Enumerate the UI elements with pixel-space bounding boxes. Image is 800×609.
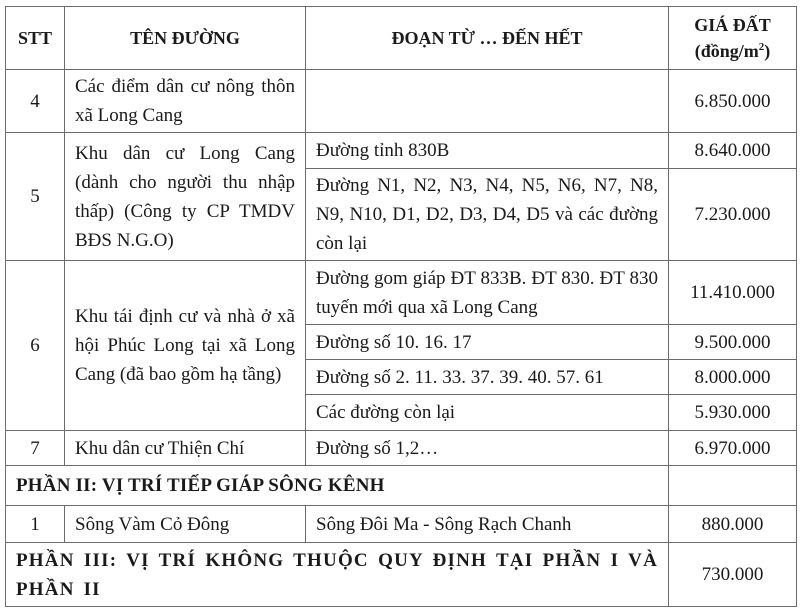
segment-cell: Đường gom giáp ĐT 833B. ĐT 830. ĐT 830 tuyến mới qua xã Long Cang [306, 261, 669, 325]
road-name-cell: Các điểm dân cư nông thôn xã Long Cang [65, 70, 306, 133]
price-cell: 730.000 [669, 543, 797, 607]
segment-cell: Sông Đôi Ma - Sông Rạch Chanh [306, 506, 669, 543]
price-cell: 5.930.000 [669, 395, 797, 431]
segment-cell: Các đường còn lại [306, 395, 669, 431]
segment-cell: Đường N1, N2, N3, N4, N5, N6, N7, N8, N9, N10, D1, D2, D3, D4, D5 và các đường còn lại [306, 169, 669, 261]
segment-cell: Đường số 1,2… [306, 431, 669, 466]
stt-cell: 6 [6, 261, 65, 431]
unit-suffix: ) [764, 41, 771, 61]
header-row [6, 7, 797, 70]
price-cell: 11.410.000 [669, 261, 797, 325]
header-gia-dat [669, 7, 797, 70]
segment-cell: Đường số 2. 11. 33. 37. 39. 40. 57. 61 [306, 360, 669, 395]
price-cell: 8.640.000 [669, 133, 797, 169]
table-row [6, 506, 797, 543]
price-cell: 6.970.000 [669, 431, 797, 466]
table-row [6, 431, 797, 466]
price-cell: 880.000 [669, 506, 797, 543]
price-cell: 6.850.000 [669, 70, 797, 133]
land-price-table [5, 6, 797, 607]
segment-cell: Đường số 10. 16. 17 [306, 325, 669, 360]
unit-superscript: 2 [758, 41, 765, 53]
price-cell: 8.000.000 [669, 360, 797, 395]
section-title-part2: PHẦN II: VỊ TRÍ TIẾP GIÁP SÔNG KÊNH [6, 466, 669, 506]
road-name-cell: Khu dân cư Thiện Chí [65, 431, 306, 466]
table-row [6, 70, 797, 133]
stt-cell: 1 [6, 506, 65, 543]
road-name-cell: Khu tái định cư và nhà ở xã hội Phúc Long tại xã Long Cang (đã bao gồm hạ tầng) [65, 261, 306, 431]
stt-cell: 7 [6, 431, 65, 466]
header-stt: STT [6, 7, 65, 70]
table-row [6, 261, 797, 325]
section-title-part3: PHẦN III: VỊ TRÍ KHÔNG THUỘC QUY ĐỊNH TẠI PHẦN I VÀ PHẦN II [6, 543, 669, 607]
section-row-part2 [6, 466, 797, 506]
segment-cell: Đường tỉnh 830B [306, 133, 669, 169]
section-row-part3 [6, 543, 797, 607]
header-doan-tu: ĐOẠN TỪ … ĐẾN HẾT [306, 7, 669, 70]
segment-cell [306, 70, 669, 133]
header-ten-duong: TÊN ĐƯỜNG [65, 7, 306, 70]
road-name-cell: Sông Vàm Cỏ Đông [65, 506, 306, 543]
table-row [6, 133, 797, 169]
road-name-cell: Khu dân cư Long Cang (dành cho người thu nhập thấp) (Công ty CP TMDV BĐS N.G.O) [65, 133, 306, 261]
header-gia-dat-unit [695, 41, 771, 61]
price-cell: 9.500.000 [669, 325, 797, 360]
stt-cell: 4 [6, 70, 65, 133]
price-cell [669, 466, 797, 506]
header-gia-dat-label: GIÁ ĐẤT [694, 15, 771, 35]
stt-cell: 5 [6, 133, 65, 261]
unit-prefix: (đồng/m [694, 41, 759, 61]
price-cell: 7.230.000 [669, 169, 797, 261]
